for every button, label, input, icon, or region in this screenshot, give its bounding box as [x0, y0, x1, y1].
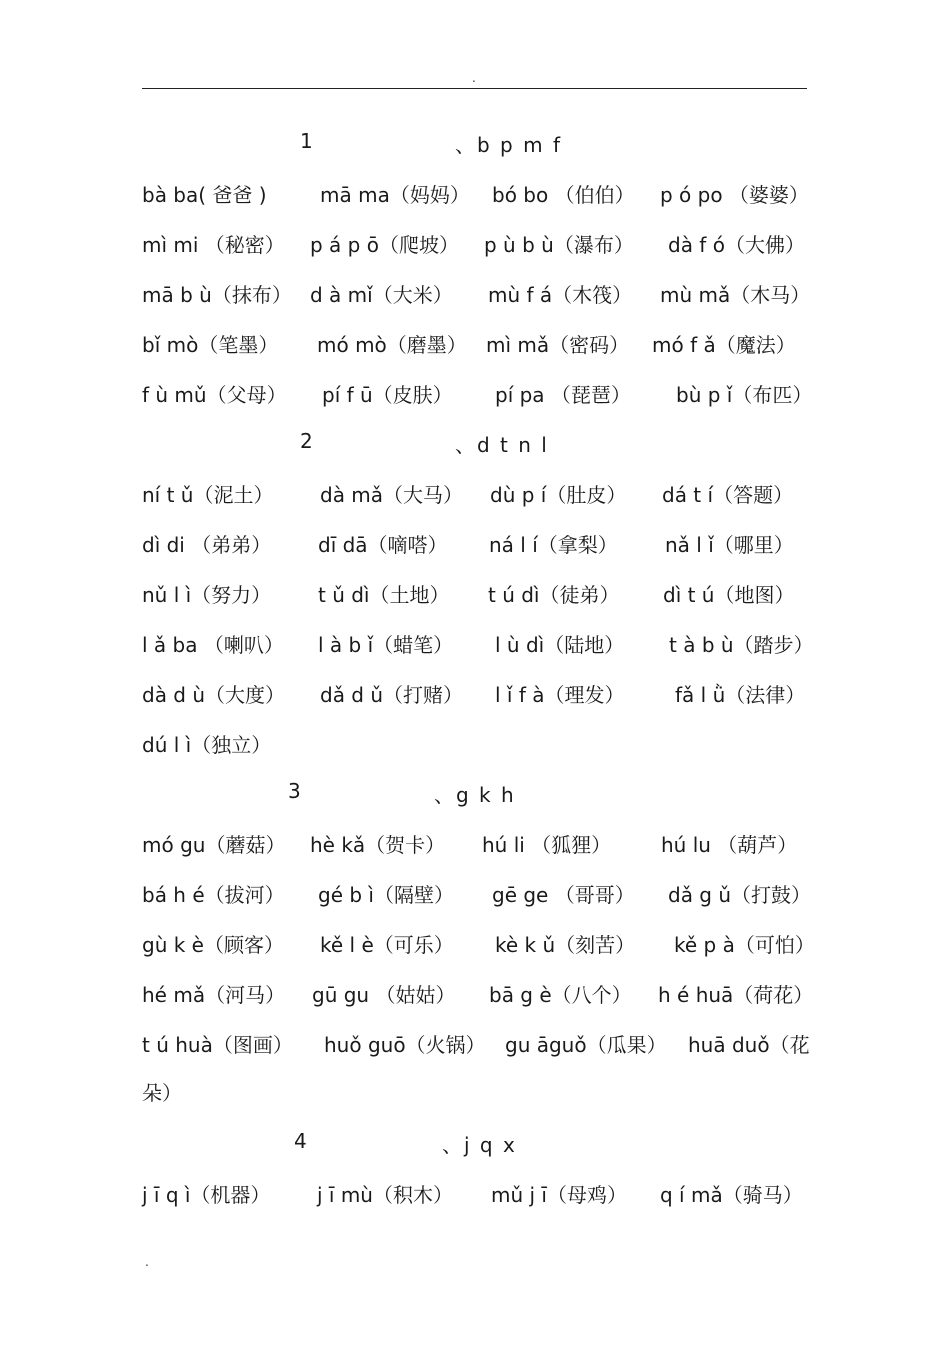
- section-letters: 、g k h: [434, 783, 516, 807]
- word-item-tail: 朵）: [142, 1081, 182, 1105]
- word-row: [142, 967, 814, 1017]
- footer-dot: .: [145, 1255, 149, 1269]
- word-item: mā b ù（抹布）: [142, 283, 292, 307]
- word-row: [142, 267, 811, 317]
- word-item: t ǔ dì（土地）: [318, 583, 450, 607]
- word-item: hé mǎ（河马）: [142, 983, 286, 1007]
- header-dot: .: [472, 71, 476, 85]
- word-row: [142, 1017, 810, 1067]
- word-item: bó bo （伯伯）: [492, 183, 635, 207]
- word-row: [142, 717, 807, 767]
- word-item: mǔ j ī（母鸡）: [491, 1183, 627, 1207]
- word-item: p á p ō（爬坡）: [310, 233, 459, 257]
- word-item: t ú huà（图画）: [142, 1033, 293, 1057]
- word-item: dà mǎ（大马）: [320, 483, 464, 507]
- word-item: kě p à（可怕）: [674, 933, 815, 957]
- word-item: dú l ì（独立）: [142, 733, 272, 757]
- word-item: mā ma（妈妈）: [320, 183, 470, 207]
- word-row: [142, 467, 807, 517]
- word-item: bù p ǐ（布匹）: [676, 383, 813, 407]
- word-item: pí f ū（皮肤）: [322, 383, 453, 407]
- word-row: [142, 917, 815, 967]
- word-item: dǎ g ǔ（打鼓）: [668, 883, 812, 907]
- word-item: ná l í（拿梨）: [489, 533, 618, 557]
- word-row: [142, 217, 807, 267]
- word-item: mó f ǎ（魔法）: [652, 333, 796, 357]
- word-item: f ù mǔ（父母）: [142, 383, 287, 407]
- word-item: dǎ d ǔ（打赌）: [320, 683, 464, 707]
- word-item: mó mò（磨墨）: [317, 333, 467, 357]
- word-item: kè k ǔ（刻苦）: [495, 933, 636, 957]
- word-item: gu āguǒ（瓜果）: [505, 1033, 667, 1057]
- section-number: 4: [294, 1129, 307, 1153]
- word-item: p ó po （婆婆）: [660, 183, 809, 207]
- word-item: mù f á（木筏）: [488, 283, 633, 307]
- word-item: l ǎ ba （喇叭）: [142, 633, 284, 657]
- section-number: 2: [300, 429, 313, 453]
- section-letters: 、b p m f: [455, 133, 562, 157]
- word-item: t à b ù（踏步）: [669, 633, 814, 657]
- section-letters: 、d t n l: [455, 433, 549, 457]
- word-item: l ǐ f à（理发）: [495, 683, 625, 707]
- word-row: [142, 317, 807, 367]
- word-item: hè kǎ（贺卡）: [310, 833, 446, 857]
- word-item: p ù b ù（瀑布）: [484, 233, 634, 257]
- word-item: d à mǐ（大米）: [310, 283, 453, 307]
- word-item: dá t í（答题）: [662, 483, 794, 507]
- word-row: [142, 167, 807, 217]
- word-row: [142, 1167, 807, 1217]
- word-item: mù mǎ（木马）: [660, 283, 811, 307]
- word-item: nǔ l ì（努力）: [142, 583, 272, 607]
- word-item: kě l è（可乐）: [320, 933, 454, 957]
- section-letters: 、j q x: [442, 1133, 517, 1157]
- word-item: bá h é（拔河）: [142, 883, 285, 907]
- word-item: mó gu（蘑菇）: [142, 833, 286, 857]
- word-item: bā g è（八个）: [489, 983, 632, 1007]
- word-item: fǎ l ǜ（法律）: [675, 683, 806, 707]
- word-row: [142, 567, 807, 617]
- word-item: hú lu （葫芦）: [661, 833, 798, 857]
- word-row: [142, 367, 813, 417]
- section-heading: [142, 117, 807, 167]
- section-heading: [142, 767, 807, 817]
- word-item: h é huā（荷花）: [658, 983, 814, 1007]
- word-item: dà f ó（大佛）: [668, 233, 805, 257]
- word-item: q í mǎ（骑马）: [660, 1183, 803, 1207]
- word-row-continuation: [142, 1067, 807, 1117]
- word-item: huā duǒ（花: [688, 1033, 810, 1057]
- word-row: [142, 517, 807, 567]
- word-item: nǎ l ǐ（哪里）: [665, 533, 794, 557]
- word-row: [142, 617, 814, 667]
- section-number: 1: [300, 129, 313, 153]
- section-heading: [142, 417, 807, 467]
- word-item: pí pa （琵琶）: [495, 383, 631, 407]
- word-item: l à b ǐ（蜡笔）: [318, 633, 454, 657]
- word-item: gé b ì（隔壁）: [318, 883, 454, 907]
- word-item: mì mi （秘密）: [142, 233, 285, 257]
- word-item: hú li （狐狸）: [482, 833, 612, 857]
- word-item: dì di （弟弟）: [142, 533, 272, 557]
- word-item: ní t ǔ（泥土）: [142, 483, 274, 507]
- word-item: t ú dì（徒弟）: [488, 583, 620, 607]
- word-item: l ù dì（陆地）: [495, 633, 625, 657]
- header-rule: [142, 88, 807, 89]
- word-item: gū gu （姑姑）: [312, 983, 456, 1007]
- word-item: mì mǎ（密码）: [486, 333, 630, 357]
- word-item: dù p í（肚皮）: [490, 483, 627, 507]
- word-item: gù k è（顾客）: [142, 933, 284, 957]
- word-item: bǐ mò（笔墨）: [142, 333, 279, 357]
- word-row: [142, 667, 807, 717]
- word-item: bà ba( 爸爸 ): [142, 183, 267, 207]
- word-row: [142, 817, 807, 867]
- word-item: dī dā（嘀嗒）: [318, 533, 448, 557]
- section-heading: [142, 1117, 807, 1167]
- word-item: huǒ guō（火锅）: [324, 1033, 486, 1057]
- document-body: [142, 117, 815, 1217]
- section-number: 3: [288, 779, 301, 803]
- word-item: dì t ú（地图）: [663, 583, 795, 607]
- word-item: dà d ù（大度）: [142, 683, 286, 707]
- word-row: [142, 867, 812, 917]
- word-item: j ī mù（积木）: [317, 1183, 453, 1207]
- word-item: j ī q ì（机器）: [142, 1183, 271, 1207]
- word-item: gē ge （哥哥）: [492, 883, 635, 907]
